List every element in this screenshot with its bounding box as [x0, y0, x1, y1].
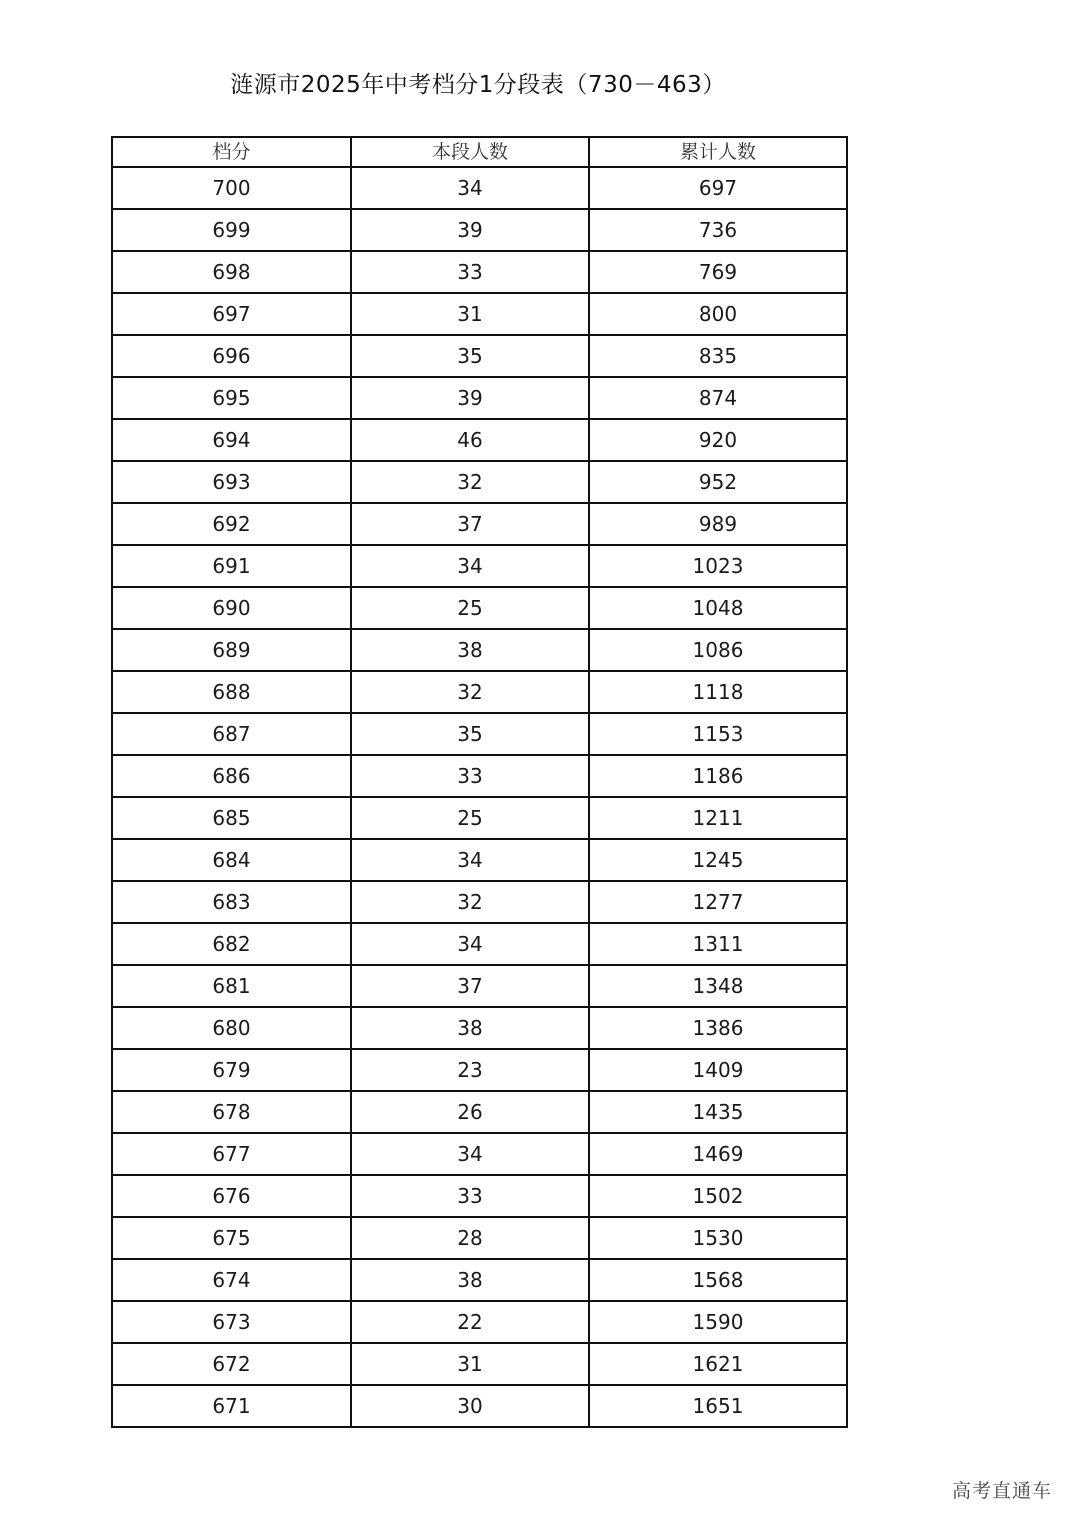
table-row [112, 1175, 847, 1217]
table-row [112, 1049, 847, 1091]
score-cell: 692 [112, 503, 351, 545]
score-cell: 677 [112, 1133, 351, 1175]
table-row [112, 1091, 847, 1133]
score-cell: 691 [112, 545, 351, 587]
score-cell: 681 [112, 965, 351, 1007]
cumulative-count-cell: 769 [589, 251, 847, 293]
table-row [112, 1133, 847, 1175]
segment-count-cell: 35 [351, 713, 589, 755]
segment-count-cell: 37 [351, 503, 589, 545]
table-row [112, 461, 847, 503]
column-header-score: 档分 [112, 137, 351, 167]
segment-count-cell: 23 [351, 1049, 589, 1091]
cumulative-count-cell: 874 [589, 377, 847, 419]
table-row [112, 251, 847, 293]
segment-count-cell: 46 [351, 419, 589, 461]
segment-count-cell: 38 [351, 1259, 589, 1301]
table-row [112, 377, 847, 419]
segment-count-cell: 33 [351, 1175, 589, 1217]
segment-count-cell: 39 [351, 377, 589, 419]
segment-count-cell: 38 [351, 1007, 589, 1049]
segment-count-cell: 34 [351, 1133, 589, 1175]
cumulative-count-cell: 835 [589, 335, 847, 377]
score-cell: 674 [112, 1259, 351, 1301]
score-cell: 685 [112, 797, 351, 839]
segment-count-cell: 34 [351, 923, 589, 965]
table-row [112, 293, 847, 335]
table-row [112, 797, 847, 839]
cumulative-count-cell: 1086 [589, 629, 847, 671]
score-cell: 690 [112, 587, 351, 629]
table-header-row [112, 137, 847, 167]
score-cell: 695 [112, 377, 351, 419]
cumulative-count-cell: 1348 [589, 965, 847, 1007]
score-cell: 683 [112, 881, 351, 923]
segment-count-cell: 31 [351, 293, 589, 335]
score-cell: 688 [112, 671, 351, 713]
table-row [112, 335, 847, 377]
segment-count-cell: 30 [351, 1385, 589, 1427]
score-cell: 671 [112, 1385, 351, 1427]
segment-count-cell: 33 [351, 755, 589, 797]
table-row [112, 587, 847, 629]
segment-count-cell: 32 [351, 461, 589, 503]
cumulative-count-cell: 1311 [589, 923, 847, 965]
segment-count-cell: 37 [351, 965, 589, 1007]
cumulative-count-cell: 1386 [589, 1007, 847, 1049]
cumulative-count-cell: 1651 [589, 1385, 847, 1427]
cumulative-count-cell: 920 [589, 419, 847, 461]
table-row [112, 965, 847, 1007]
score-cell: 687 [112, 713, 351, 755]
score-cell: 693 [112, 461, 351, 503]
table-row [112, 1217, 847, 1259]
page-title: 涟源市2025年中考档分1分段表（730－463） [230, 72, 726, 98]
table-row [112, 209, 847, 251]
cumulative-count-cell: 1409 [589, 1049, 847, 1091]
table-row [112, 629, 847, 671]
table-row [112, 755, 847, 797]
score-cell: 673 [112, 1301, 351, 1343]
score-cell: 676 [112, 1175, 351, 1217]
cumulative-count-cell: 1530 [589, 1217, 847, 1259]
cumulative-count-cell: 1023 [589, 545, 847, 587]
score-cell: 698 [112, 251, 351, 293]
cumulative-count-cell: 1435 [589, 1091, 847, 1133]
table-row [112, 671, 847, 713]
cumulative-count-cell: 736 [589, 209, 847, 251]
segment-count-cell: 35 [351, 335, 589, 377]
score-table [111, 136, 848, 1428]
cumulative-count-cell: 1621 [589, 1343, 847, 1385]
column-header-segment-count: 本段人数 [351, 137, 589, 167]
cumulative-count-cell: 1153 [589, 713, 847, 755]
cumulative-count-cell: 1590 [589, 1301, 847, 1343]
score-cell: 675 [112, 1217, 351, 1259]
segment-count-cell: 34 [351, 839, 589, 881]
cumulative-count-cell: 1277 [589, 881, 847, 923]
cumulative-count-cell: 989 [589, 503, 847, 545]
segment-count-cell: 28 [351, 1217, 589, 1259]
cumulative-count-cell: 1211 [589, 797, 847, 839]
score-cell: 682 [112, 923, 351, 965]
score-cell: 680 [112, 1007, 351, 1049]
segment-count-cell: 25 [351, 797, 589, 839]
cumulative-count-cell: 952 [589, 461, 847, 503]
segment-count-cell: 34 [351, 545, 589, 587]
cumulative-count-cell: 1048 [589, 587, 847, 629]
cumulative-count-cell: 1502 [589, 1175, 847, 1217]
score-cell: 694 [112, 419, 351, 461]
table-row [112, 1385, 847, 1427]
cumulative-count-cell: 1186 [589, 755, 847, 797]
cumulative-count-cell: 1245 [589, 839, 847, 881]
score-cell: 684 [112, 839, 351, 881]
score-cell: 686 [112, 755, 351, 797]
cumulative-count-cell: 1469 [589, 1133, 847, 1175]
table-row [112, 1301, 847, 1343]
table-row [112, 1343, 847, 1385]
segment-count-cell: 31 [351, 1343, 589, 1385]
segment-count-cell: 25 [351, 587, 589, 629]
score-cell: 679 [112, 1049, 351, 1091]
score-cell: 699 [112, 209, 351, 251]
score-cell: 678 [112, 1091, 351, 1133]
score-cell: 700 [112, 167, 351, 209]
segment-count-cell: 22 [351, 1301, 589, 1343]
score-cell: 696 [112, 335, 351, 377]
cumulative-count-cell: 800 [589, 293, 847, 335]
table-row [112, 713, 847, 755]
table-row [112, 419, 847, 461]
table-body [112, 167, 847, 1427]
score-cell: 689 [112, 629, 351, 671]
segment-count-cell: 32 [351, 881, 589, 923]
segment-count-cell: 26 [351, 1091, 589, 1133]
segment-count-cell: 32 [351, 671, 589, 713]
column-header-cumulative-count: 累计人数 [589, 137, 847, 167]
cumulative-count-cell: 1568 [589, 1259, 847, 1301]
table-row [112, 881, 847, 923]
segment-count-cell: 38 [351, 629, 589, 671]
table-row [112, 503, 847, 545]
table-row [112, 1007, 847, 1049]
table-row [112, 839, 847, 881]
segment-count-cell: 34 [351, 167, 589, 209]
cumulative-count-cell: 697 [589, 167, 847, 209]
table-row [112, 545, 847, 587]
table-row [112, 1259, 847, 1301]
cumulative-count-cell: 1118 [589, 671, 847, 713]
score-cell: 672 [112, 1343, 351, 1385]
watermark-text: 高考直通车 [951, 1480, 1052, 1502]
segment-count-cell: 39 [351, 209, 589, 251]
table-row [112, 167, 847, 209]
score-cell: 697 [112, 293, 351, 335]
table-row [112, 923, 847, 965]
segment-count-cell: 33 [351, 251, 589, 293]
